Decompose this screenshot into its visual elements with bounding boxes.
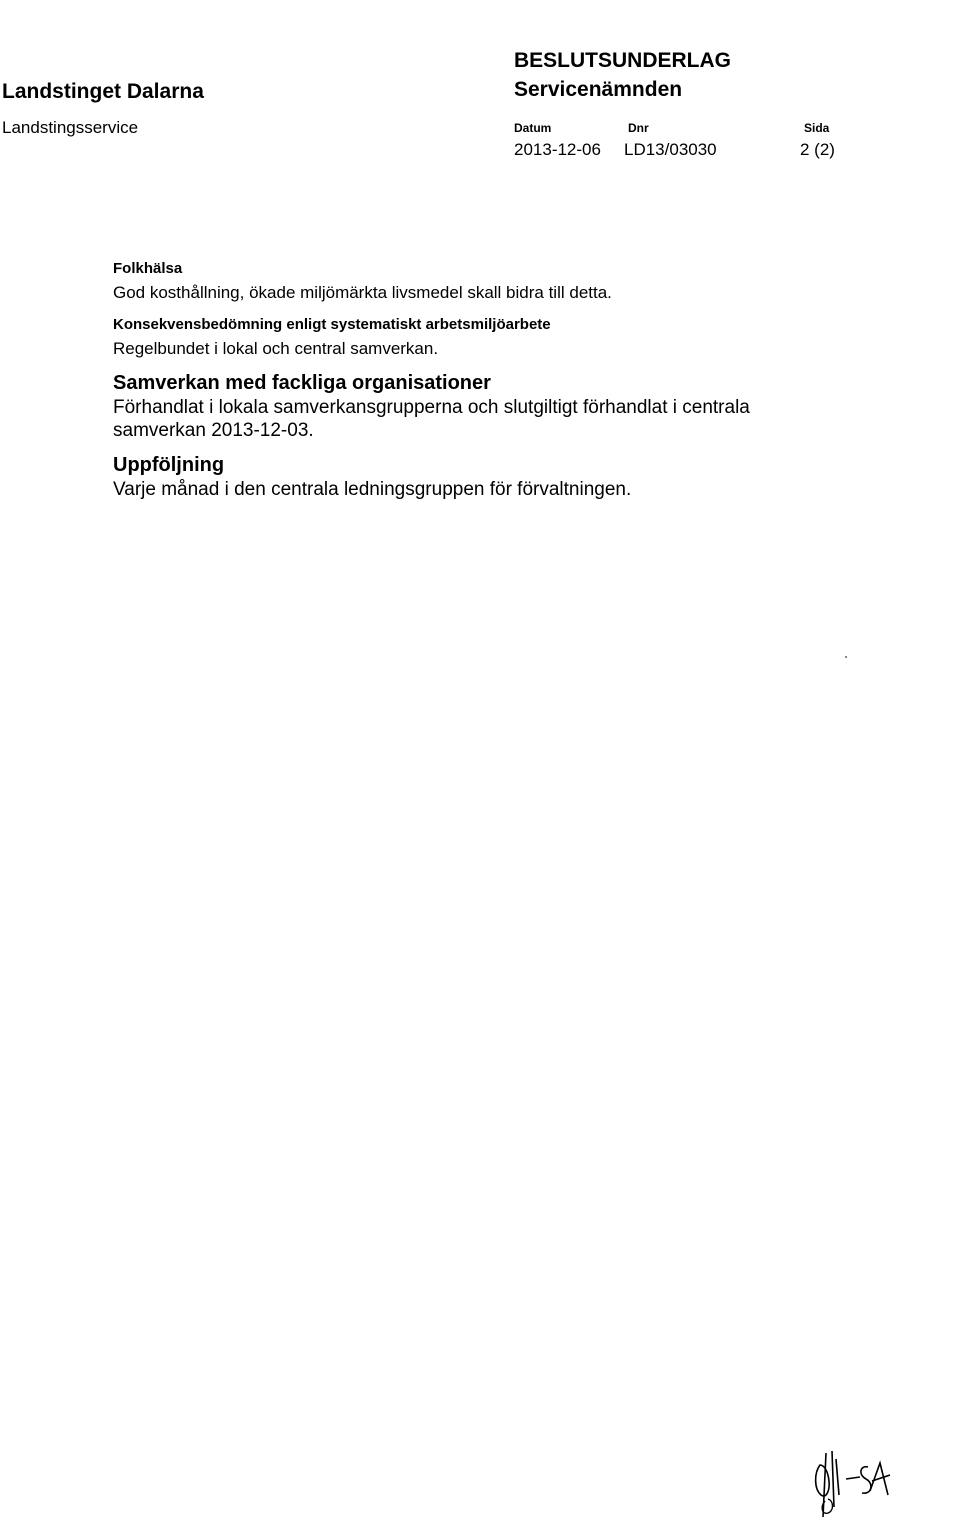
section-text-line: Förhandlat i lokala samverkansgrupperna och slutgiltigt förhandlat i centrala	[113, 397, 750, 418]
page-label: Sida	[804, 121, 830, 135]
dnr-label: Dnr	[628, 121, 649, 135]
section-heading: Uppföljning	[113, 454, 225, 476]
committee-name: Servicenämnden	[514, 78, 683, 101]
section-heading: Konsekvensbedömning enligt systematiskt arbetsmiljöarbete	[113, 316, 551, 333]
dnr-value: LD13/03030	[624, 140, 717, 159]
section-folkhalsa	[113, 258, 933, 305]
section-text: Varje månad i den centrala ledningsgruppen för förvaltningen.	[113, 479, 632, 500]
organization-unit: Landstingsservice	[2, 118, 139, 137]
section-konsekvensbedomning	[113, 314, 933, 361]
section-text: God kosthållning, ökade miljömärkta livsmedel skall bidra till detta.	[113, 283, 612, 302]
section-uppfoljning	[113, 453, 933, 501]
document-body	[113, 258, 933, 501]
section-heading: Samverkan med fackliga organisationer	[113, 372, 491, 394]
date-label: Datum	[514, 121, 552, 135]
section-heading: Folkhälsa	[113, 260, 183, 277]
scan-speck	[845, 656, 847, 658]
page-number: 2 (2)	[800, 140, 835, 159]
section-text-line: samverkan 2013-12-03.	[113, 420, 314, 441]
section-text: Regelbundet i lokal och central samverkan.	[113, 339, 439, 358]
document-type: BESLUTSUNDERLAG	[514, 49, 732, 72]
organization-name: Landstinget Dalarna	[2, 80, 204, 103]
initials-signature	[808, 1445, 903, 1520]
section-samverkan	[113, 371, 933, 442]
date-value: 2013-12-06	[514, 140, 601, 159]
